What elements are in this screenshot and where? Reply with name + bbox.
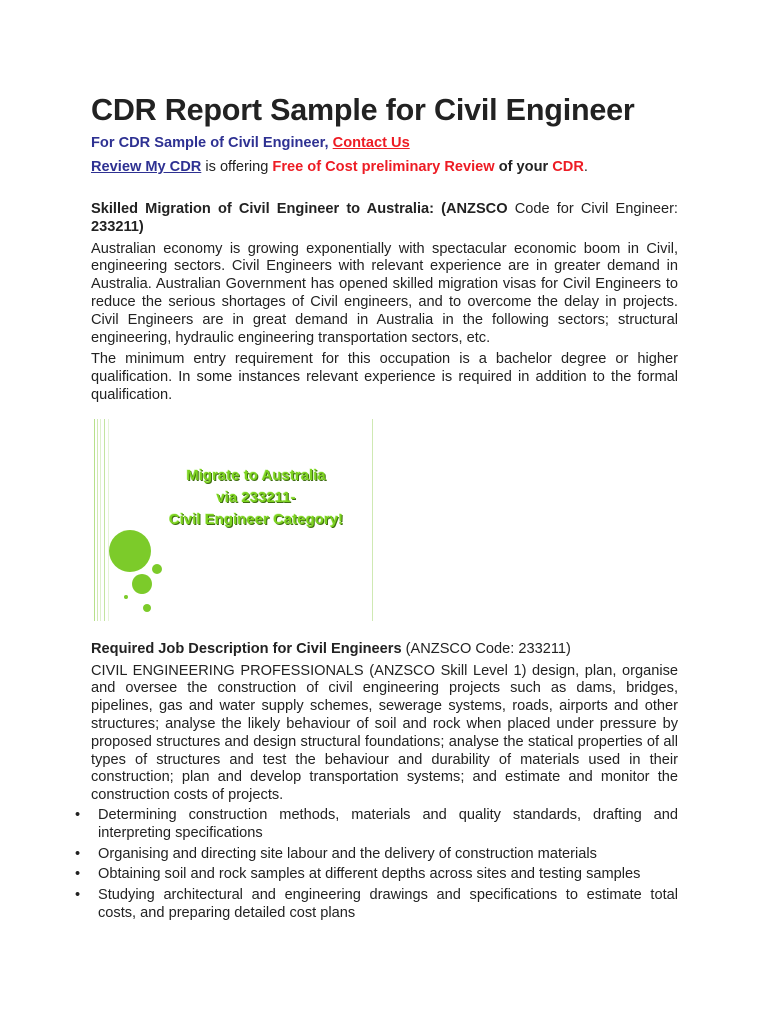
section1-code: 233211): [91, 218, 144, 235]
list-item-text: Obtaining soil and rock samples at different depths across sites and testing samples: [98, 866, 641, 883]
list-item: [75, 866, 678, 884]
section1-heading-tail: Code for Civil Engineer:: [507, 201, 678, 217]
duties-list: [75, 806, 678, 923]
banner-line-1: Migrate to Australia: [186, 466, 326, 484]
section1-paragraph-2: The minimum entry requirement for this occupation is a bachelor degree or higher qualification. In some instances relevant experience is required in addition to the formal qualification.: [91, 351, 678, 403]
banner-dot-small: [143, 604, 151, 612]
banner-dot-tiny: [124, 595, 128, 599]
section2-heading: [91, 641, 678, 659]
list-item: [75, 806, 678, 843]
bullet-icon: •: [75, 806, 81, 823]
bullet-icon: •: [75, 887, 81, 904]
section2-heading-tail: (ANZSCO Code: 233211): [401, 640, 571, 657]
review-my-cdr-link[interactable]: Review My CDR: [91, 159, 202, 175]
contact-line: [91, 132, 678, 154]
page-title: CDR Report Sample for Civil Engineer: [91, 93, 635, 127]
banner-text: [146, 465, 366, 531]
contact-line-text: For CDR Sample of Civil Engineer,: [91, 135, 329, 151]
banner-stripe: [372, 419, 373, 621]
banner-dot-medium: [132, 574, 152, 594]
list-item-text: Studying architectural and engineering drawings and specifications to estimate total costs, and preparing detailed cost plans: [98, 887, 678, 921]
bullet-icon: •: [75, 845, 81, 862]
section1-heading-bold: Skilled Migration of Civil Engineer to Australia: (ANZSCO: [91, 201, 508, 217]
review-line-cdr: CDR: [552, 159, 584, 175]
review-line-end: .: [583, 159, 588, 175]
banner-stripe: [108, 419, 109, 621]
banner-stripe: [104, 419, 105, 621]
contact-us-link[interactable]: Contact Us: [332, 135, 410, 151]
review-line-highlight: Free of Cost preliminary Review: [272, 159, 495, 175]
banner-dot-large: [109, 530, 151, 572]
section1-paragraph-1: Australian economy is growing exponentially with spectacular economic boom in Civil, engineering sectors. Civil Engineers with relevant experience are in greater demand in Australia. Australian Government has opened skilled migration visas for Civil Engineers to reduce the serious shortages of Civil engineers, and to overcome the delay in projects. Civil Engineers are in great demand in Australia in the following sectors; structural engineering, hydraulic engineering transportation sectors, etc.: [91, 240, 678, 346]
banner-stripe: [94, 419, 95, 621]
section2-paragraph: CIVIL ENGINEERING PROFESSIONALS (ANZSCO Skill Level 1) design, plan, organise and oversee the construction of civil engineering projects such as dams, bridges, pipelines, gas and water supply schemes, sewerage systems, roads, airports and other structures; analyse the likely behaviour of soil and rock when placed under pressure by proposed structures and design structural foundations; analyse the statical properties of all types of structures and test the behaviour and durability of materials used in their construction; plan and develop transportation systems; and estimate and monitor the construction costs of projects.: [91, 662, 678, 804]
list-item-text: Organising and directing site labour and the delivery of construction materials: [98, 845, 597, 862]
document-page: [75, 88, 678, 926]
list-item: [75, 845, 678, 864]
banner-stripe: [100, 419, 101, 621]
banner-stripe: [97, 419, 98, 621]
section1-heading: [91, 201, 678, 237]
migrate-banner-image: [91, 419, 374, 621]
section2-heading-bold: Required Job Description for Civil Engineers: [91, 640, 402, 657]
banner-line-2: via 233211-: [216, 488, 296, 506]
review-line-mid1: is offering: [201, 159, 273, 175]
banner-dot-small: [152, 564, 162, 574]
list-item: [75, 887, 678, 923]
review-line-mid2: of your: [494, 159, 553, 175]
banner-line-3: Civil Engineer Category!: [168, 510, 344, 528]
list-item-text: Determining construction methods, materials and quality standards, drafting and interpreting specifications: [98, 806, 678, 841]
review-line: [91, 156, 678, 178]
bullet-icon: •: [75, 866, 81, 883]
